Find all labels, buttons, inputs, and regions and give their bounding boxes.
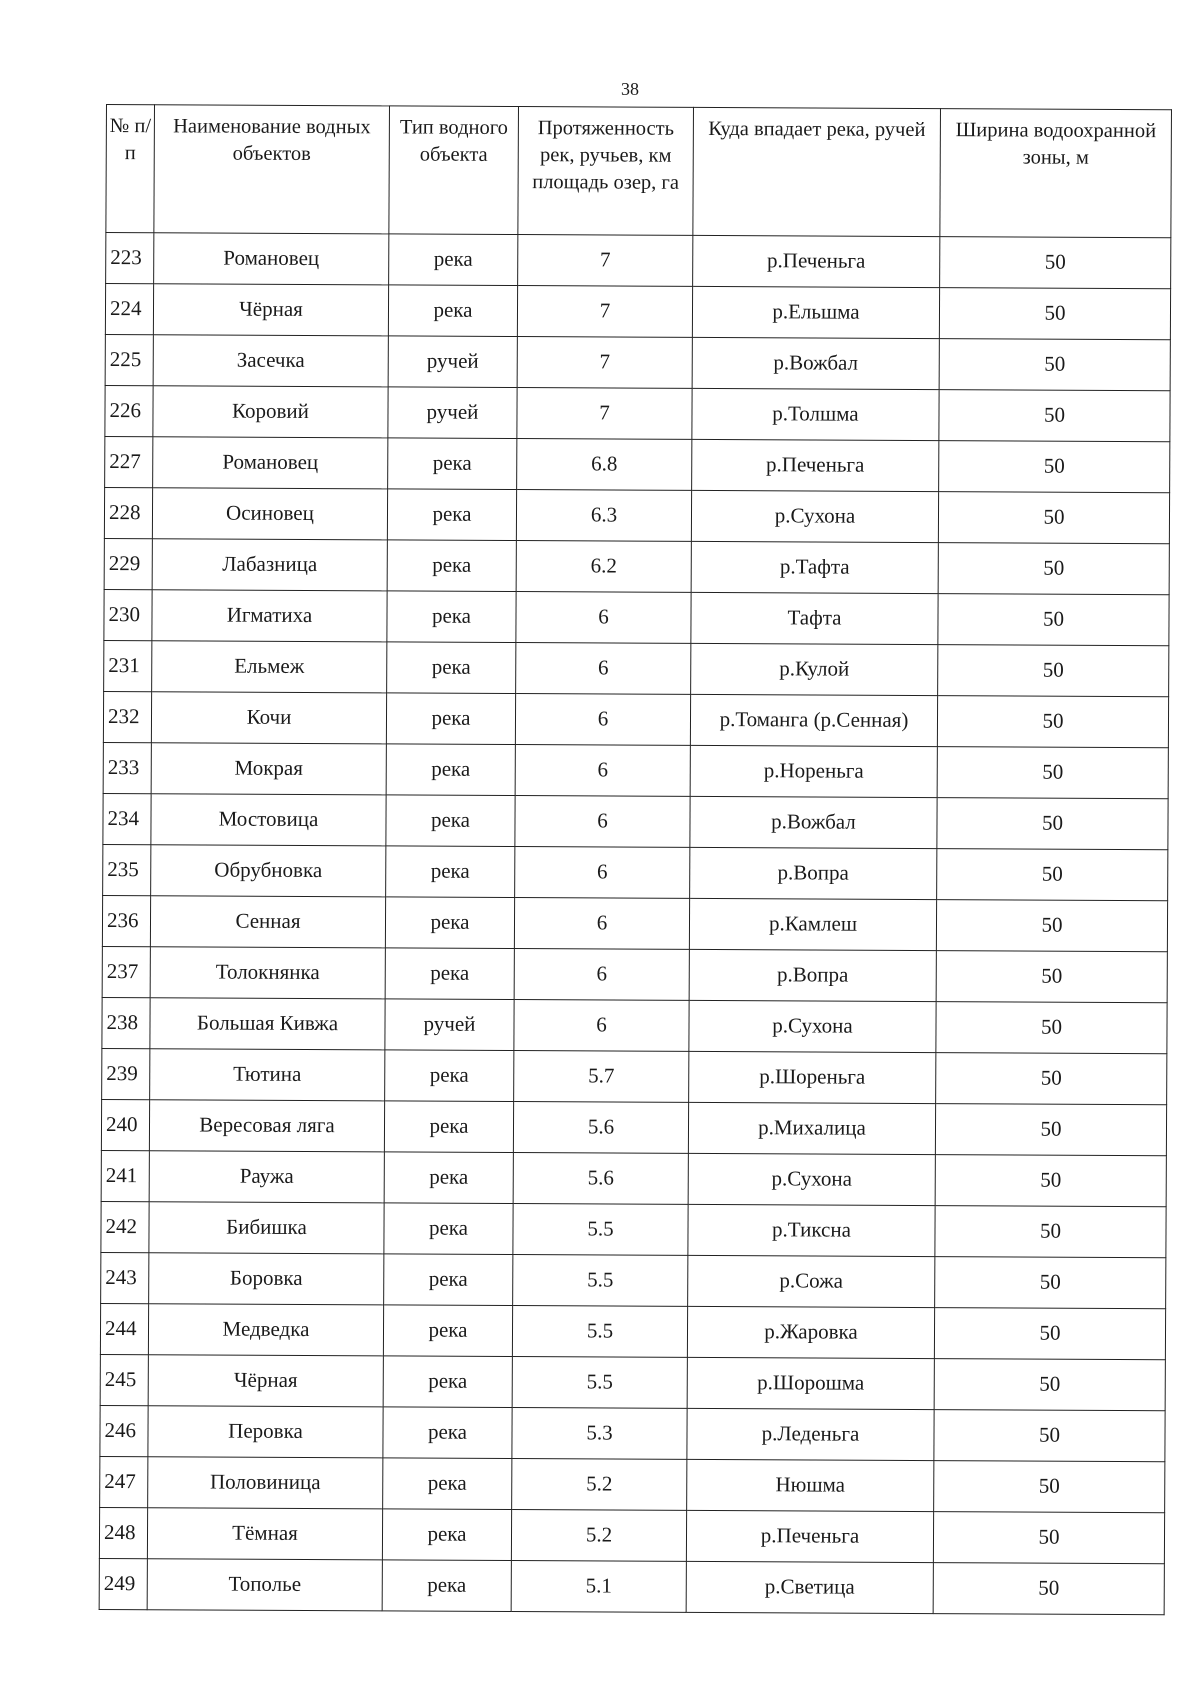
cell-width: 50 bbox=[938, 543, 1169, 595]
cell-mouth: р.Вопра bbox=[690, 847, 937, 899]
cell-mouth: р.Тафта bbox=[691, 541, 938, 593]
cell-type: река bbox=[386, 693, 515, 745]
cell-length: 6 bbox=[516, 643, 691, 695]
cell-type: река bbox=[383, 1356, 512, 1408]
table-body bbox=[99, 233, 1171, 1615]
cell-length: 5.5 bbox=[512, 1357, 687, 1409]
cell-name: Осиновец bbox=[152, 488, 387, 540]
table-row bbox=[102, 895, 1167, 951]
header-length: Протяженность рек, ручьев, км площадь озер, га bbox=[518, 107, 694, 236]
cell-name: Тёмная bbox=[147, 1508, 382, 1560]
header-type: Тип водного объекта bbox=[389, 106, 519, 235]
cell-mouth: р.Шореньга bbox=[689, 1051, 936, 1103]
cell-type: река bbox=[383, 1407, 512, 1459]
table-row bbox=[100, 1354, 1165, 1410]
cell-type: река bbox=[384, 1101, 513, 1153]
cell-mouth: р.Сухона bbox=[688, 1153, 935, 1205]
cell-width: 50 bbox=[934, 1359, 1165, 1411]
table-row bbox=[102, 1048, 1167, 1104]
cell-name: Чёрная bbox=[148, 1355, 383, 1407]
cell-length: 5.5 bbox=[513, 1255, 688, 1307]
cell-width: 50 bbox=[939, 441, 1170, 493]
cell-name: Лабазница bbox=[152, 539, 387, 591]
cell-mouth: р.Сухона bbox=[689, 1000, 936, 1052]
cell-number: 231 bbox=[104, 640, 152, 691]
cell-type: река bbox=[385, 897, 514, 949]
cell-number: 235 bbox=[103, 844, 151, 895]
cell-length: 6 bbox=[515, 745, 690, 797]
cell-type: река bbox=[383, 1305, 512, 1357]
cell-name: Мостовица bbox=[151, 794, 386, 846]
water-objects-table bbox=[99, 104, 1172, 1615]
table-row bbox=[103, 742, 1168, 798]
cell-width: 50 bbox=[936, 1002, 1167, 1054]
cell-width: 50 bbox=[939, 390, 1170, 442]
cell-number: 225 bbox=[105, 334, 153, 385]
cell-width: 50 bbox=[940, 237, 1171, 289]
table-row bbox=[101, 1252, 1166, 1308]
cell-type: река bbox=[386, 795, 515, 847]
cell-width: 50 bbox=[937, 696, 1168, 748]
cell-name: Засечка bbox=[153, 335, 388, 387]
cell-length: 5.1 bbox=[511, 1560, 686, 1612]
table-row bbox=[100, 1456, 1165, 1512]
table-row bbox=[102, 946, 1167, 1002]
table-row bbox=[100, 1405, 1165, 1461]
cell-mouth: р.Кулой bbox=[691, 643, 938, 695]
cell-number: 239 bbox=[102, 1048, 150, 1099]
cell-number: 245 bbox=[100, 1354, 148, 1405]
cell-type: река bbox=[387, 489, 516, 541]
cell-mouth: Тафта bbox=[691, 592, 938, 644]
cell-number: 243 bbox=[101, 1252, 149, 1303]
header-name: Наименование водных объектов bbox=[154, 105, 390, 234]
cell-number: 240 bbox=[101, 1099, 149, 1150]
cell-width: 50 bbox=[936, 900, 1167, 952]
cell-name: Бибишка bbox=[149, 1202, 384, 1254]
cell-name: Тополье bbox=[147, 1559, 382, 1611]
cell-width: 50 bbox=[934, 1410, 1165, 1462]
cell-width: 50 bbox=[939, 339, 1170, 391]
cell-mouth: р.Вожбал bbox=[692, 337, 939, 389]
header-mouth: Куда впадает река, ручей bbox=[693, 107, 941, 236]
cell-name: Ельмеж bbox=[152, 641, 387, 693]
table-row bbox=[104, 487, 1169, 543]
cell-number: 237 bbox=[102, 946, 150, 997]
cell-number: 246 bbox=[100, 1405, 148, 1456]
cell-type: река bbox=[387, 591, 516, 643]
cell-width: 50 bbox=[934, 1461, 1165, 1513]
cell-type: река bbox=[385, 1050, 514, 1102]
cell-mouth: р.Томанга (р.Сенная) bbox=[690, 694, 937, 746]
cell-length: 7 bbox=[518, 235, 693, 287]
cell-type: река bbox=[388, 438, 517, 490]
cell-name: Половиница bbox=[148, 1457, 383, 1509]
cell-length: 6 bbox=[514, 949, 689, 1001]
page-number: 38 bbox=[621, 79, 639, 99]
cell-name: Игматиха bbox=[152, 590, 387, 642]
cell-number: 224 bbox=[105, 284, 153, 335]
cell-number: 234 bbox=[103, 793, 151, 844]
table-row bbox=[101, 1201, 1166, 1257]
table-row bbox=[104, 538, 1169, 594]
cell-name: Кочи bbox=[151, 692, 386, 744]
cell-name: Вересовая ляга bbox=[149, 1100, 384, 1152]
cell-length: 6.2 bbox=[516, 541, 691, 593]
cell-type: река bbox=[384, 1152, 513, 1204]
cell-type: река bbox=[382, 1560, 511, 1612]
cell-mouth: р.Печеньга bbox=[692, 439, 939, 491]
cell-width: 50 bbox=[933, 1512, 1164, 1564]
cell-width: 50 bbox=[938, 594, 1169, 646]
table-row bbox=[103, 844, 1168, 900]
cell-type: ручей bbox=[385, 999, 514, 1051]
cell-mouth: р.Сухона bbox=[691, 490, 938, 542]
header-width: Ширина водоохранной зоны, м bbox=[940, 109, 1172, 238]
header-number: № п/п bbox=[106, 105, 155, 233]
table-row bbox=[99, 1558, 1164, 1614]
cell-mouth: р.Михалица bbox=[688, 1102, 935, 1154]
table-row bbox=[99, 1507, 1164, 1563]
cell-name: Романовец bbox=[154, 233, 389, 285]
table-row bbox=[105, 334, 1170, 390]
cell-width: 50 bbox=[935, 1206, 1166, 1258]
cell-type: река bbox=[384, 1254, 513, 1306]
table-row bbox=[105, 385, 1170, 441]
cell-mouth: р.Тиксна bbox=[688, 1204, 935, 1256]
cell-mouth: р.Вопра bbox=[689, 949, 936, 1001]
cell-mouth: р.Толшма bbox=[692, 388, 939, 440]
cell-length: 5.6 bbox=[513, 1153, 688, 1205]
cell-number: 249 bbox=[99, 1558, 147, 1609]
cell-name: Боровка bbox=[149, 1253, 384, 1305]
cell-mouth: р.Печеньга bbox=[686, 1510, 933, 1562]
cell-number: 247 bbox=[100, 1456, 148, 1507]
cell-type: река bbox=[385, 948, 514, 1000]
cell-width: 50 bbox=[937, 798, 1168, 850]
cell-mouth: р.Жаровка bbox=[687, 1306, 934, 1358]
cell-length: 5.6 bbox=[513, 1102, 688, 1154]
cell-name: Большая Кивжа bbox=[150, 998, 385, 1050]
cell-width: 50 bbox=[935, 1155, 1166, 1207]
cell-width: 50 bbox=[935, 1257, 1166, 1309]
cell-number: 230 bbox=[104, 589, 152, 640]
cell-name: Раужа bbox=[149, 1151, 384, 1203]
cell-name: Толокнянка bbox=[150, 947, 385, 999]
cell-name: Сенная bbox=[150, 896, 385, 948]
cell-mouth: р.Светица bbox=[686, 1561, 933, 1613]
cell-length: 7 bbox=[517, 337, 692, 389]
table-row bbox=[103, 691, 1168, 747]
cell-length: 6.8 bbox=[517, 439, 692, 491]
cell-length: 7 bbox=[517, 286, 692, 338]
cell-name: Тютина bbox=[150, 1049, 385, 1101]
cell-length: 6.3 bbox=[516, 490, 691, 542]
cell-width: 50 bbox=[936, 1053, 1167, 1105]
cell-width: 50 bbox=[937, 747, 1168, 799]
cell-number: 236 bbox=[102, 895, 150, 946]
table-row bbox=[101, 1150, 1166, 1206]
cell-number: 241 bbox=[101, 1150, 149, 1201]
cell-mouth: р.Леденьга bbox=[687, 1408, 934, 1460]
table-row bbox=[105, 284, 1170, 340]
cell-type: река bbox=[387, 540, 516, 592]
cell-name: Мокрая bbox=[151, 743, 386, 795]
cell-number: 244 bbox=[100, 1303, 148, 1354]
cell-length: 6 bbox=[515, 847, 690, 899]
cell-mouth: р.Сожа bbox=[688, 1255, 935, 1307]
cell-number: 228 bbox=[104, 487, 152, 538]
cell-length: 6 bbox=[514, 1000, 689, 1052]
cell-number: 229 bbox=[104, 538, 152, 589]
cell-type: река bbox=[386, 744, 515, 796]
table-header-row bbox=[106, 105, 1172, 238]
cell-type: река bbox=[387, 642, 516, 694]
cell-width: 50 bbox=[936, 951, 1167, 1003]
cell-type: река bbox=[389, 234, 518, 286]
cell-mouth: р.Шорошма bbox=[687, 1357, 934, 1409]
cell-number: 242 bbox=[101, 1201, 149, 1252]
cell-length: 5.5 bbox=[513, 1204, 688, 1256]
cell-number: 232 bbox=[103, 691, 151, 742]
cell-width: 50 bbox=[933, 1563, 1164, 1615]
cell-name: Обрубновка bbox=[151, 845, 386, 897]
cell-name: Романовец bbox=[153, 437, 388, 489]
cell-length: 7 bbox=[517, 388, 692, 440]
cell-number: 223 bbox=[106, 233, 154, 284]
cell-width: 50 bbox=[939, 288, 1170, 340]
cell-length: 5.2 bbox=[512, 1458, 687, 1510]
cell-width: 50 bbox=[937, 849, 1168, 901]
table-row bbox=[104, 640, 1169, 696]
cell-number: 233 bbox=[103, 742, 151, 793]
cell-mouth: р.Нореньга bbox=[690, 745, 937, 797]
cell-length: 5.5 bbox=[512, 1306, 687, 1358]
cell-mouth: р.Вожбал bbox=[690, 796, 937, 848]
cell-width: 50 bbox=[935, 1104, 1166, 1156]
cell-length: 5.2 bbox=[511, 1509, 686, 1561]
cell-mouth: р.Печеньга bbox=[693, 235, 940, 287]
cell-type: ручей bbox=[388, 387, 517, 439]
cell-type: река bbox=[388, 285, 517, 337]
cell-width: 50 bbox=[934, 1308, 1165, 1360]
table-row bbox=[105, 436, 1170, 492]
cell-name: Перовка bbox=[148, 1406, 383, 1458]
cell-length: 5.7 bbox=[514, 1051, 689, 1103]
cell-type: река bbox=[384, 1203, 513, 1255]
cell-mouth: Нюшма bbox=[687, 1459, 934, 1511]
cell-mouth: р.Ельшма bbox=[692, 286, 939, 338]
cell-number: 227 bbox=[105, 436, 153, 487]
table-row bbox=[100, 1303, 1165, 1359]
cell-length: 6 bbox=[514, 898, 689, 950]
table-row bbox=[103, 793, 1168, 849]
cell-type: река bbox=[383, 1458, 512, 1510]
table-row bbox=[104, 589, 1169, 645]
cell-name: Медведка bbox=[148, 1304, 383, 1356]
table-row bbox=[102, 997, 1167, 1053]
cell-number: 226 bbox=[105, 385, 153, 436]
cell-type: река bbox=[386, 846, 515, 898]
cell-type: ручей bbox=[388, 336, 517, 388]
table-row bbox=[106, 233, 1171, 289]
cell-mouth: р.Камлеш bbox=[689, 898, 936, 950]
cell-name: Коровий bbox=[153, 386, 388, 438]
cell-type: река bbox=[382, 1509, 511, 1561]
cell-length: 6 bbox=[515, 796, 690, 848]
cell-width: 50 bbox=[938, 645, 1169, 697]
cell-length: 6 bbox=[516, 592, 691, 644]
table-row bbox=[101, 1099, 1166, 1155]
cell-width: 50 bbox=[938, 492, 1169, 544]
cell-number: 248 bbox=[99, 1507, 147, 1558]
cell-length: 5.3 bbox=[512, 1408, 687, 1460]
cell-number: 238 bbox=[102, 997, 150, 1048]
cell-name: Чёрная bbox=[153, 284, 388, 336]
cell-length: 6 bbox=[515, 694, 690, 746]
